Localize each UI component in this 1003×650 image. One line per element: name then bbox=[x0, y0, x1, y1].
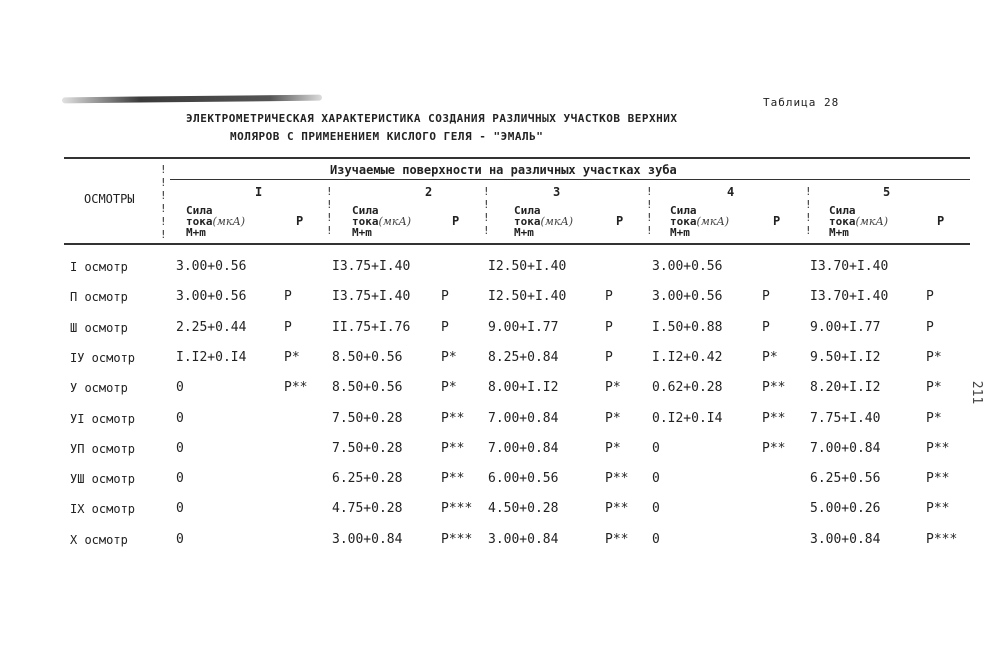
p-header-2: Р bbox=[452, 214, 460, 228]
row-label: IX осмотр bbox=[70, 502, 136, 516]
current-header-2: Сила тока(мкА) М+m bbox=[352, 204, 412, 239]
significance-marker: P bbox=[926, 289, 934, 304]
row-label: X осмотр bbox=[70, 533, 128, 547]
significance-marker: P*** bbox=[926, 532, 958, 547]
current-value: 8.25+0.84 bbox=[488, 350, 559, 365]
header-bottom-rule bbox=[64, 243, 970, 245]
separator-1: ! ! ! ! bbox=[326, 185, 333, 237]
significance-marker: P bbox=[762, 320, 770, 335]
significance-marker: P** bbox=[605, 532, 629, 547]
significance-marker: P** bbox=[762, 411, 786, 426]
row-label: Ш осмотр bbox=[70, 321, 128, 335]
p-header-1: Р bbox=[296, 214, 304, 228]
significance-marker: P*** bbox=[441, 501, 473, 516]
current-value: 4.50+0.28 bbox=[488, 501, 559, 516]
row-label: УI осмотр bbox=[70, 412, 136, 426]
separator-2: ! ! ! ! bbox=[483, 185, 490, 237]
significance-marker: P* bbox=[762, 350, 778, 365]
current-value: II.75+I.76 bbox=[332, 320, 411, 335]
table-number: Таблица 28 bbox=[763, 96, 840, 109]
current-value: 9.00+I.77 bbox=[488, 320, 559, 335]
current-value: 0 bbox=[176, 411, 184, 426]
current-value: 6.25+0.28 bbox=[332, 471, 403, 486]
current-value: 9.50+I.I2 bbox=[810, 350, 881, 365]
current-value: I2.50+I.40 bbox=[488, 289, 567, 304]
significance-marker: P** bbox=[284, 380, 308, 395]
current-value: 2.25+0.44 bbox=[176, 320, 247, 335]
significance-marker: P** bbox=[762, 441, 786, 456]
current-value: I.50+0.88 bbox=[652, 320, 723, 335]
current-value: 3.00+0.56 bbox=[652, 259, 723, 274]
current-value: 6.25+0.56 bbox=[810, 471, 881, 486]
current-value: 0.I2+0.I4 bbox=[652, 411, 723, 426]
significance-marker: P** bbox=[441, 411, 465, 426]
current-value: 7.50+0.28 bbox=[332, 441, 403, 456]
significance-marker: P bbox=[762, 289, 770, 304]
current-value: 8.20+I.I2 bbox=[810, 380, 881, 395]
section-header-5: 5 bbox=[883, 185, 891, 199]
current-value: 0 bbox=[176, 532, 184, 547]
significance-marker: P bbox=[605, 350, 613, 365]
current-value: I.I2+0.42 bbox=[652, 350, 723, 365]
significance-marker: P** bbox=[441, 441, 465, 456]
current-value: 8.50+0.56 bbox=[332, 350, 403, 365]
current-value: 8.50+0.56 bbox=[332, 380, 403, 395]
current-value: 3.00+0.56 bbox=[652, 289, 723, 304]
current-value: 0 bbox=[176, 471, 184, 486]
significance-marker: P bbox=[284, 289, 292, 304]
significance-marker: P** bbox=[926, 441, 950, 456]
row-label: УШ осмотр bbox=[70, 472, 136, 486]
row-label: П осмотр bbox=[70, 290, 128, 304]
current-value: 0 bbox=[176, 501, 184, 516]
section-header-2: 2 bbox=[425, 185, 433, 199]
current-value: 0 bbox=[652, 501, 660, 516]
row-header: ОСМОТРЫ bbox=[84, 192, 135, 206]
significance-marker: P* bbox=[605, 441, 621, 456]
row-label: I осмотр bbox=[70, 260, 128, 274]
section-header-3: 3 bbox=[553, 185, 561, 199]
column-group-header: Изучаемые поверхности на различных участках зуба bbox=[330, 163, 677, 177]
current-value: 7.50+0.28 bbox=[332, 411, 403, 426]
current-value: I3.75+I.40 bbox=[332, 289, 411, 304]
current-value: 0 bbox=[652, 532, 660, 547]
significance-marker: P** bbox=[441, 471, 465, 486]
significance-marker: P* bbox=[605, 380, 621, 395]
current-value: 6.00+0.56 bbox=[488, 471, 559, 486]
current-value: I3.70+I.40 bbox=[810, 259, 889, 274]
significance-marker: P bbox=[926, 320, 934, 335]
significance-marker: P* bbox=[926, 411, 942, 426]
current-header-4: Сила тока(мкА) М+m bbox=[670, 204, 730, 239]
current-header-1: Сила тока(мкА) М+m bbox=[186, 204, 246, 239]
current-value: I.I2+0.I4 bbox=[176, 350, 247, 365]
table-title-line1: ЭЛЕКТРОМЕТРИЧЕСКАЯ ХАРАКТЕРИСТИКА СОЗДАНИЯ РАЗЛИЧНЫХ УЧАСТКОВ ВЕРХНИХ bbox=[186, 112, 678, 125]
current-value: 0 bbox=[652, 441, 660, 456]
current-value: 3.00+0.84 bbox=[810, 532, 881, 547]
significance-marker: P* bbox=[284, 350, 300, 365]
current-value: 7.75+I.40 bbox=[810, 411, 881, 426]
significance-marker: P* bbox=[926, 380, 942, 395]
current-value: 9.00+I.77 bbox=[810, 320, 881, 335]
current-value: 5.00+0.26 bbox=[810, 501, 881, 516]
section-header-1: I bbox=[255, 185, 263, 199]
row-label: УП осмотр bbox=[70, 442, 136, 456]
current-value: 0 bbox=[176, 380, 184, 395]
significance-marker: P** bbox=[605, 471, 629, 486]
current-value: I3.70+I.40 bbox=[810, 289, 889, 304]
significance-marker: P* bbox=[441, 380, 457, 395]
p-header-3: Р bbox=[616, 214, 624, 228]
current-value: 8.00+I.I2 bbox=[488, 380, 559, 395]
significance-marker: P bbox=[605, 320, 613, 335]
current-value: 3.00+0.56 bbox=[176, 259, 247, 274]
current-header-5: Сила тока(мкА) М+m bbox=[829, 204, 889, 239]
current-value: I2.50+I.40 bbox=[488, 259, 567, 274]
significance-marker: P* bbox=[441, 350, 457, 365]
table-title-line2: МОЛЯРОВ С ПРИМЕНЕНИЕМ КИСЛОГО ГЕЛЯ - "ЭМАЛЬ" bbox=[230, 130, 544, 143]
separator-row-header: ! ! ! ! ! ! bbox=[160, 163, 167, 241]
section-header-4: 4 bbox=[727, 185, 735, 199]
significance-marker: P bbox=[441, 289, 449, 304]
current-value: 7.00+0.84 bbox=[488, 441, 559, 456]
significance-marker: P bbox=[441, 320, 449, 335]
significance-marker: P** bbox=[926, 471, 950, 486]
significance-marker: P** bbox=[605, 501, 629, 516]
current-value: 7.00+0.84 bbox=[810, 441, 881, 456]
significance-marker: P*** bbox=[441, 532, 473, 547]
separator-3: ! ! ! ! bbox=[646, 185, 653, 237]
current-value: 0 bbox=[176, 441, 184, 456]
current-value: 0 bbox=[652, 471, 660, 486]
p-header-5: Р bbox=[937, 214, 945, 228]
group-header-rule bbox=[170, 179, 970, 180]
p-header-4: Р bbox=[773, 214, 781, 228]
side-page-mark: 211 bbox=[969, 380, 985, 405]
significance-marker: P bbox=[284, 320, 292, 335]
current-value: 0.62+0.28 bbox=[652, 380, 723, 395]
table-top-rule bbox=[64, 157, 970, 159]
significance-marker: P* bbox=[926, 350, 942, 365]
current-header-3: Сила тока(мкА) М+m bbox=[514, 204, 574, 239]
scan-scratch-mark bbox=[62, 95, 322, 104]
row-label: У осмотр bbox=[70, 381, 128, 395]
significance-marker: P bbox=[605, 289, 613, 304]
current-value: 3.00+0.56 bbox=[176, 289, 247, 304]
significance-marker: P* bbox=[605, 411, 621, 426]
significance-marker: P** bbox=[762, 380, 786, 395]
row-label: IУ осмотр bbox=[70, 351, 136, 365]
current-value: 7.00+0.84 bbox=[488, 411, 559, 426]
current-value: I3.75+I.40 bbox=[332, 259, 411, 274]
separator-4: ! ! ! ! bbox=[805, 185, 812, 237]
significance-marker: P** bbox=[926, 501, 950, 516]
current-value: 4.75+0.28 bbox=[332, 501, 403, 516]
current-value: 3.00+0.84 bbox=[488, 532, 559, 547]
current-value: 3.00+0.84 bbox=[332, 532, 403, 547]
